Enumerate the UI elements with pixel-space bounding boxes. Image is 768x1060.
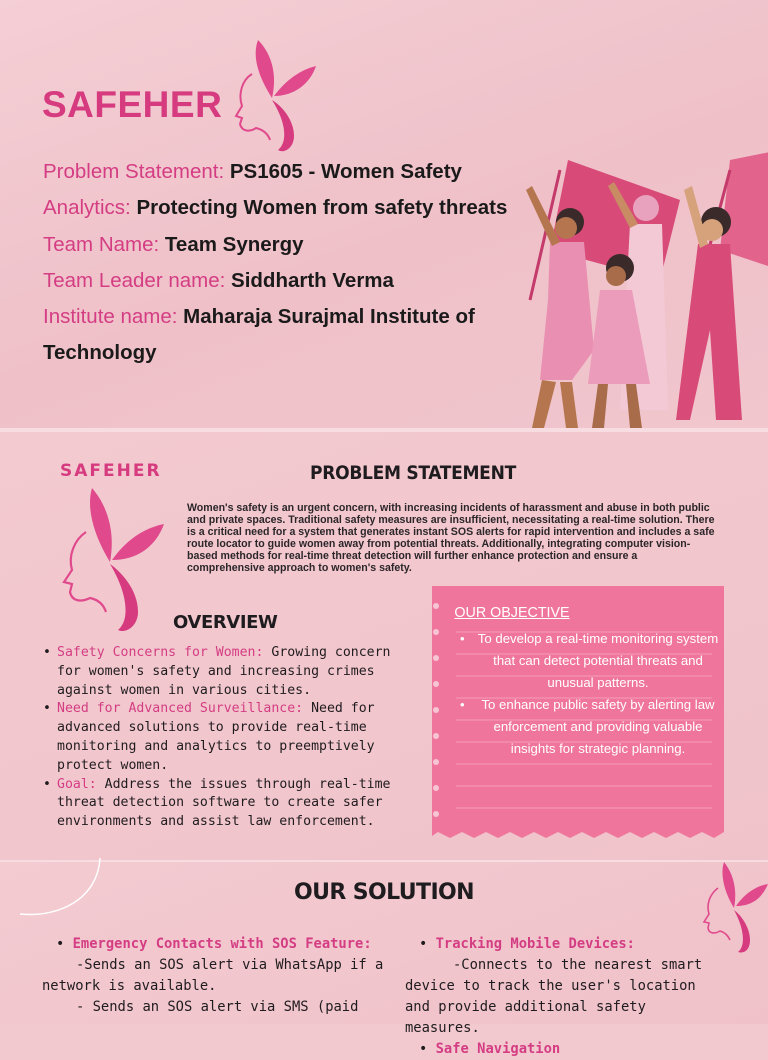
overview-heading: OVERVIEW <box>173 612 278 633</box>
list-item: • To develop a real-time monitoring system that can detect potential threats and unusual patterns. <box>452 628 722 694</box>
list-item: • Goal: Address the issues through real-time threat detection software to create safer environments and assist law enforcement. <box>40 776 395 832</box>
info-row-team: Team Name: Team Synergy <box>43 232 304 256</box>
solution-item-text: -Connects to the nearest smart device to track the user's location and provide additional safety measures. <box>405 957 703 1036</box>
safeher-logo-icon <box>700 858 768 958</box>
solution-item-heading: • Tracking Mobile Devices: <box>419 936 635 952</box>
women-protest-illustration-icon <box>480 150 768 428</box>
solution-item-heading: • Safe Navigation <box>419 1041 561 1057</box>
info-row-institute: Institute name: Maharaja Surajmal Institute of Technology <box>43 305 475 365</box>
info-row-problem: Problem Statement: PS1605 - Women Safety <box>43 160 462 183</box>
safeher-logo-icon <box>58 484 166 634</box>
solution-item-heading: • Emergency Contacts with SOS Feature: <box>56 936 372 952</box>
list-item: • Safety Concerns for Women: Growing concern for women's safety and increasing crimes against women in various cities. <box>40 644 395 700</box>
info-row-analytics: Analytics: Protecting Women from safety threats <box>43 196 508 220</box>
solution-item-text: - Sends an SOS alert via SMS (paid <box>76 999 359 1015</box>
objective-heading: OUR OBJECTIVE <box>454 605 570 621</box>
problem-statement-heading: PROBLEM STATEMENT <box>310 462 516 484</box>
objective-list <box>452 628 722 761</box>
brand-title: SAFEHER <box>42 84 223 125</box>
overview-list <box>40 644 395 832</box>
solution-left-column <box>42 934 398 1018</box>
problem-statement-text: Women's safety is an urgent concern, with increasing incidents of harassment and abuse in both public and private spaces. Traditional safety measures are insufficient, necessitating a real-time solution. There is a critical need for a system that generates instant SOS alerts for rapid intervention and includes a safe route locator to guide women away from potential threats. Additionally, integrating computer vision-based methods for real-time threat detection will further enhance protection and ensure a comprehensive approach to women's safety. <box>187 502 715 575</box>
project-info <box>43 154 533 372</box>
solution-right-column <box>405 934 715 1060</box>
solution-heading: OUR SOLUTION <box>294 880 474 905</box>
title-section <box>0 0 768 428</box>
info-row-leader: Team Leader name: Siddharth Verma <box>43 268 394 292</box>
list-item: • Need for Advanced Surveillance: Need for advanced solutions to provide real-time monitoring and analytics to preemptively protect women. <box>40 700 395 775</box>
list-item: • To enhance public safety by alerting law enforcement and providing valuable insights for strategic planning. <box>452 694 722 760</box>
safeher-logo-icon <box>228 36 318 156</box>
brand-small: SAFEHER <box>60 461 162 481</box>
solution-item-text: -Sends an SOS alert via WhatsApp if a network is available. <box>42 957 384 994</box>
